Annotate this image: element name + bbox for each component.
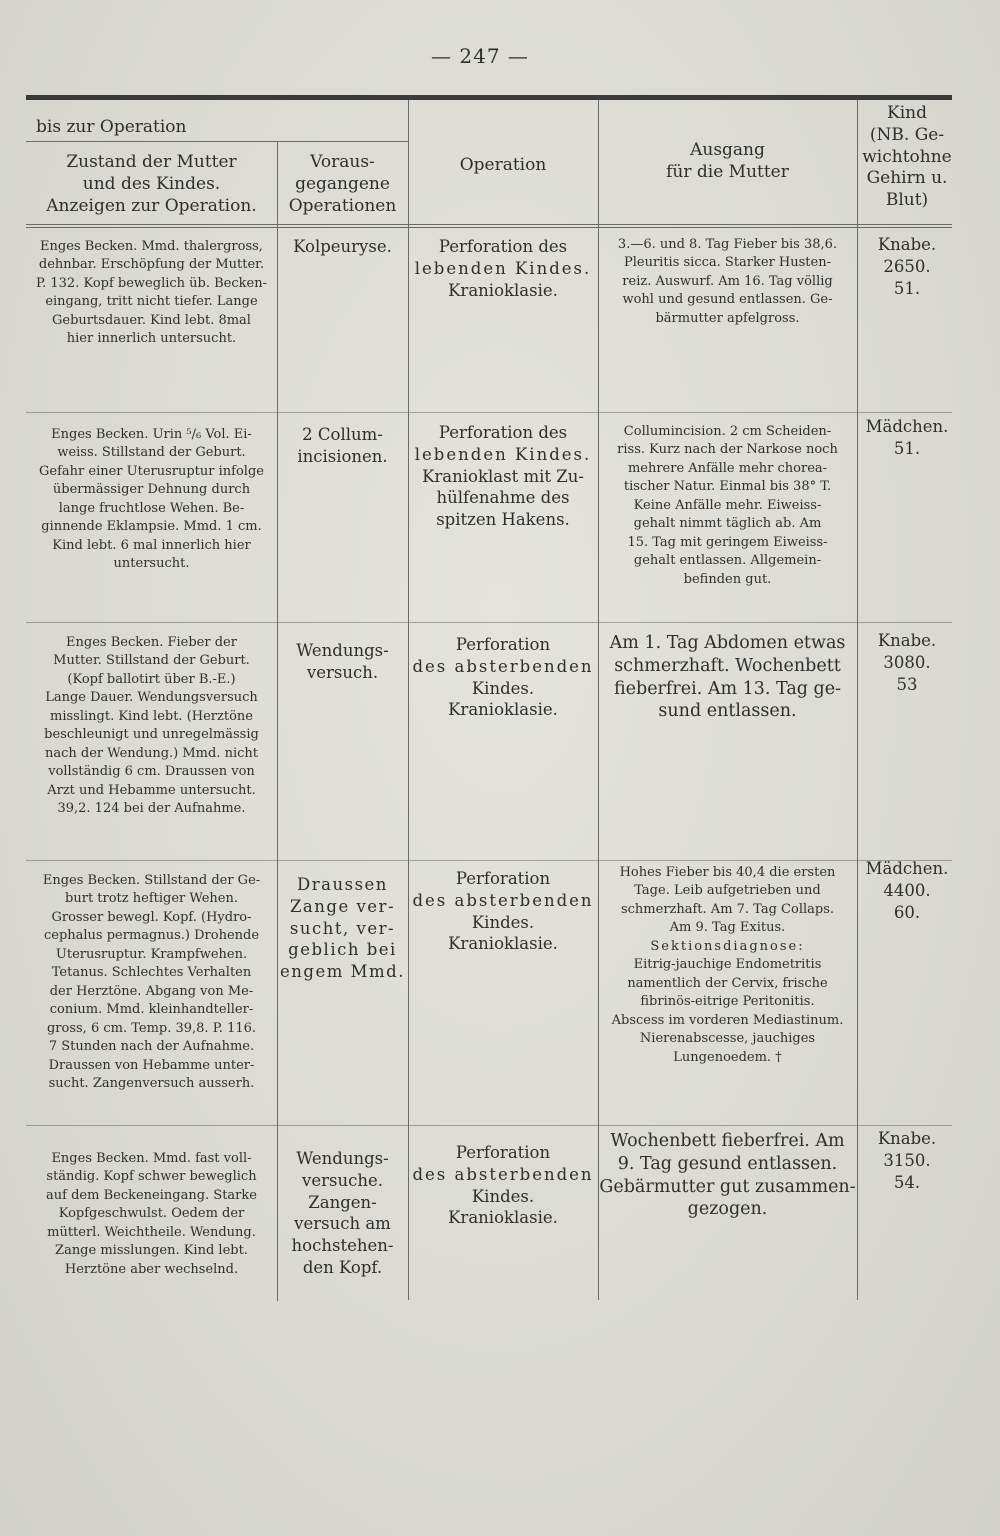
row-5-ausgang: Wochenbett fieberfrei. Am 9. Tag gesund entlassen. Gebärmutter gut zusammen- gezogen. [599,1131,856,1220]
row-separator-1 [26,412,952,413]
top-rule [26,95,952,100]
row-2-ausgang: Collumincision. 2 cm Scheiden- riss. Kurz nach der Narkose noch mehrere Anfälle mehr chorea- tischer Natur. Einmal bis 38° T. Keine Anfälle mehr. Eiweiss- gehalt nimmt täglich ab. Am 15. Tag mit geringem Eiweiss- gehalt entlassen. Allgemein- befinden gut. [617,424,838,587]
row-4-kind: Mädchen. 4400. 60. [865,859,949,922]
row-1-operation: Perforation des lebenden Kindes. Kranioklasie. [414,237,592,300]
row-3-zustand: Enges Becken. Fieber der Mutter. Stillstand der Geburt. (Kopf ballotirt über B.-E.) Lange Dauer. Wendungsversuch misslingt. Kind lebt. (Herztöne beschleunigt und unregelmässig nach der Wendung.) Mmd. nicht vollständig 6 cm. Draussen von Arzt und Hebamme untersucht. 39,2. 124 bei der Aufnahme. [44,635,259,817]
column-rule-1 [277,141,278,1301]
row-5-operation: Perforation des absterbenden Kindes. Kranioklasie. [412,1143,594,1228]
row-4-zustand: Enges Becken. Stillstand der Ge- burt trotz heftiger Wehen. Grosser bewegl. Kopf. (Hydro- cephalus permagnus.) Drohende Uterusruptur. Krampfwehen. Tetanus. Schlechtes Verhalten der Herztöne. Abgang von Me- conium. Mmd. kleinhandteller- gross, 6 cm. Temp. 39,8. P. 116. 7 Stunden nach der Aufnahme. Draussen von Hebamme unter- sucht. Zangenversuch ausserh. [42,873,261,1091]
row-1-ausgang: 3.—6. und 8. Tag Fieber bis 38,6. Pleuritis sicca. Starker Husten- reiz. Auswurf. Am 16. Tag völlig wohl und gesund entlassen. Ge- bärmutter apfelgross. [617,237,838,326]
row-1-zustand: Enges Becken. Mmd. thalergross, dehnbar. Erschöpfung der Mutter. P. 132. Kopf beweglich üb. Becken- eingang, tritt nicht tiefer. Lange Geburtsdauer. Kind lebt. 8mal hier innerlich untersucht. [36,239,267,347]
header-vorausgegangene: Voraus- gegangene Operationen [288,152,397,216]
header-bottom-rule [26,224,952,225]
page-number: — 247 — [431,44,529,68]
row-4-operation: Perforation des absterbenden Kindes. Kranioklasie. [412,869,594,954]
row-separator-2 [26,622,952,623]
group-underline [26,141,408,142]
row-2-zustand: Enges Becken. Urin ⁵/₆ Vol. Ei- weiss. Stillstand der Geburt. Gefahr einer Uterusruptur infolge übermässiger Dehnung durch lange fruchtlose Wehen. Be- ginnende Eklampsie. Mmd. 1 cm. Kind lebt. 6 mal innerlich hier untersucht. [39,427,264,572]
header-bottom-rule-2 [26,227,952,228]
header-ausgang: Ausgang für die Mutter [666,140,789,182]
header-kind: Kind (NB. Ge- wichtohne Gehirn u. Blut) [862,103,952,210]
header-group-label: bis zur Operation [36,117,187,137]
row-2-kind: Mädchen. 51. [865,417,949,458]
header-operation: Operation [459,155,547,175]
row-separator-4 [26,1125,952,1126]
header-zustand: Zustand der Mutter und des Kindes. Anzeigen zur Operation. [46,152,257,216]
row-5-kind: Knabe. 3150. 54. [877,1129,937,1192]
row-5-vorausgegangene: Wendungs- versuche. Zangen- versuch am hochstehen- den Kopf. [291,1149,394,1277]
row-3-vorausgegangene: Wendungs- versuch. [296,641,389,682]
row-4-ausgang: Hohes Fieber bis 40,4 die ersten Tage. Leib aufgetrieben und schmerzhaft. Am 7. Tag Collaps. Am 9. Tag Exitus. Sektionsdiagnose: Eitrig-jauchige Endometritis namentlich der Cervix, frische fibrinös-eitrige Peritonitis. Abscess im vorderen Mediastinum. Nierenabscesse, jauchiges Lungenoedem. † [611,865,844,1065]
row-3-ausgang: Am 1. Tag Abdomen etwas schmerzhaft. Wochenbett fieberfrei. Am 13. Tag ge- sund entlassen. [609,633,846,722]
row-4-vorausgegangene: Draussen Zange ver- sucht, ver- geblich bei engem Mmd. [280,875,405,982]
row-1-kind: Knabe. 2650. 51. [877,235,937,298]
row-5-zustand: Enges Becken. Mmd. fast voll- ständig. Kopf schwer beweglich auf dem Beckeneingang. Starke Kopfgeschwulst. Oedem der mütterl. Weichtheile. Wendung. Zange misslungen. Kind lebt. Herztöne aber wechselnd. [46,1151,257,1277]
row-2-vorausgegangene: 2 Collum- incisionen. [297,425,388,466]
row-2-operation: Perforation des lebenden Kindes. Kranioklast mit Zu- hülfenahme des spitzen Hakens. [414,423,592,530]
row-3-operation: Perforation des absterbenden Kindes. Kranioklasie. [412,635,594,720]
row-3-kind: Knabe. 3080. 53 [877,631,937,694]
row-separator-3 [26,860,952,861]
row-1-vorausgegangene: Kolpeuryse. [293,237,392,256]
